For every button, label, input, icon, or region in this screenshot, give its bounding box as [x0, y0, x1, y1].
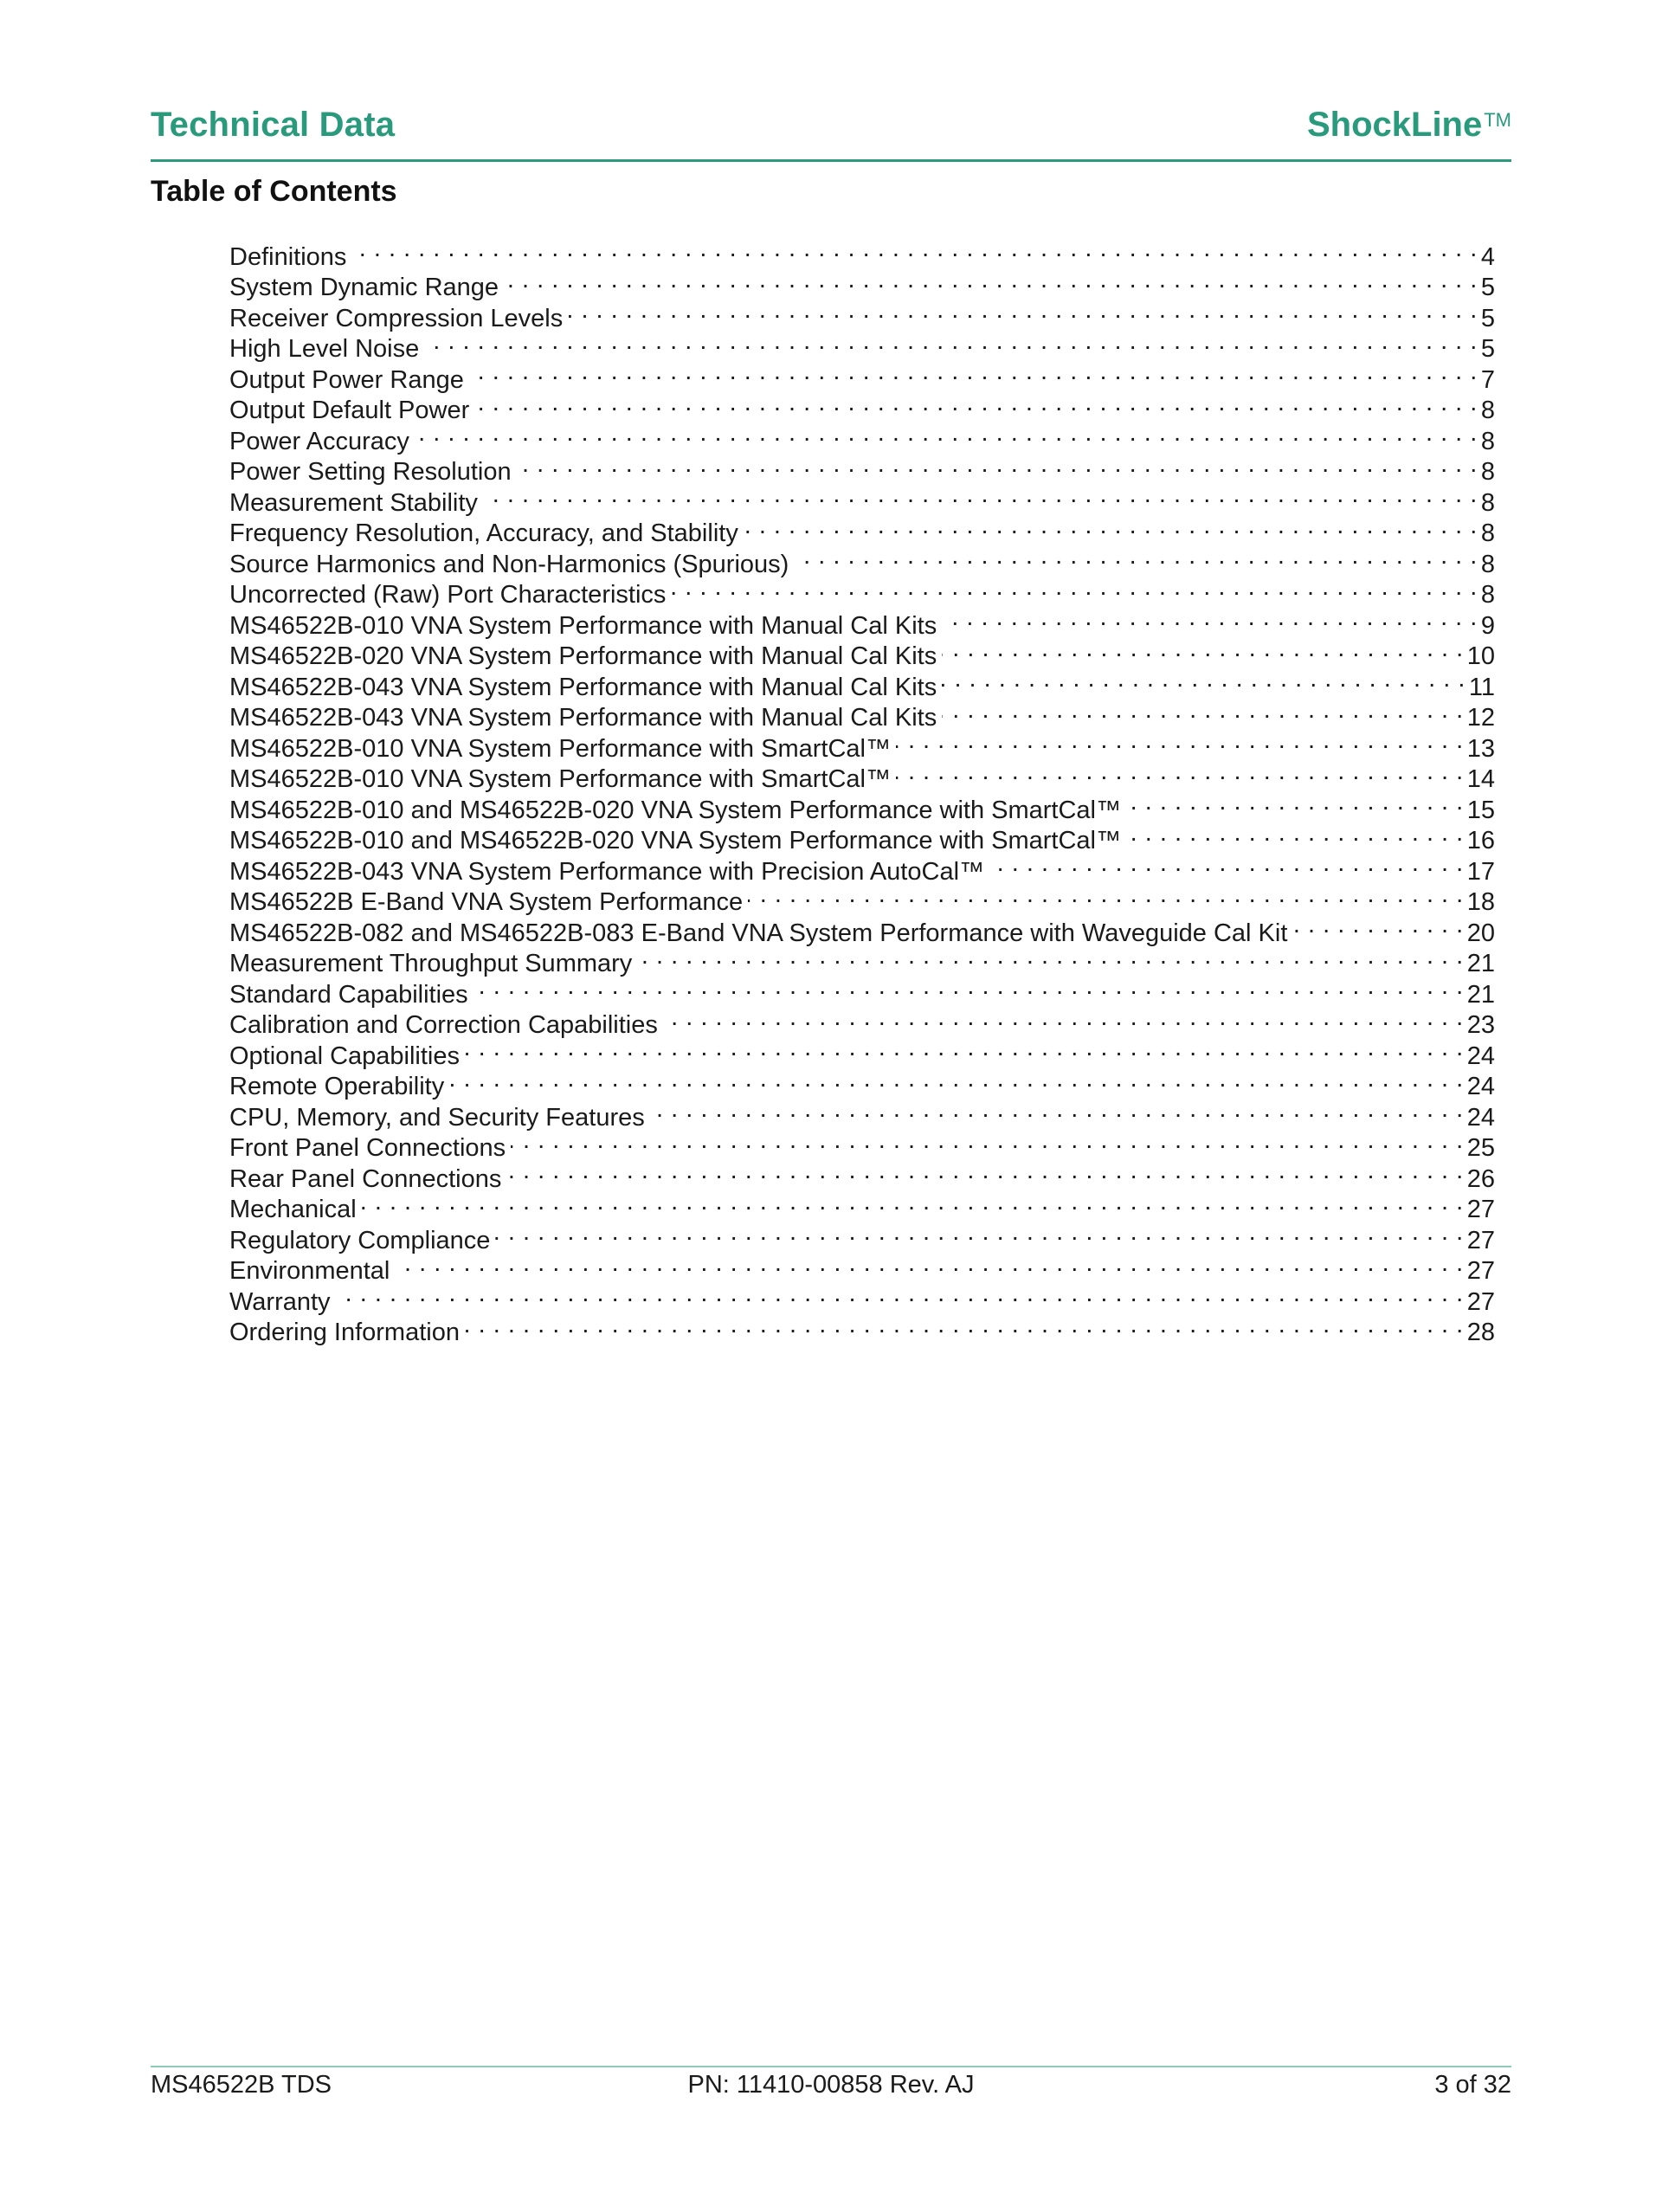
toc-entry-label[interactable]: CPU, Memory, and Security Features	[229, 1103, 645, 1132]
toc-dot-leader	[744, 511, 1478, 542]
footer-doc-name: MS46522B TDS	[151, 2071, 332, 2099]
toc-dot-leader	[483, 480, 1478, 511]
toc-entry-page[interactable]: 27	[1466, 1287, 1495, 1316]
toc-entry-label[interactable]: MS46522B-010 and MS46522B-020 VNA System Performance with SmartCal™	[229, 796, 1121, 824]
toc-dot-leader	[1126, 787, 1464, 818]
toc-dot-leader	[942, 664, 1466, 695]
toc-entry-page[interactable]: 28	[1466, 1319, 1495, 1346]
toc-entry-label[interactable]: Regulatory Compliance	[229, 1226, 491, 1254]
toc-dot-leader	[942, 634, 1464, 665]
toc-dot-leader	[671, 572, 1477, 603]
toc-entry-page[interactable]: 24	[1466, 1073, 1495, 1100]
toc-entry-label[interactable]: MS46522B-043 VNA System Performance with Manual Cal Kits	[229, 704, 937, 732]
toc-entry-page[interactable]: 5	[1480, 274, 1495, 301]
toc-dot-leader	[1292, 910, 1463, 941]
toc-entry-page[interactable]: 27	[1466, 1257, 1495, 1285]
toc-dot-leader	[465, 1033, 1464, 1064]
toc-entry-label[interactable]: Warranty	[229, 1287, 331, 1316]
toc-entry-page[interactable]: 8	[1480, 488, 1495, 517]
toc-dot-leader	[424, 326, 1478, 358]
toc-entry-label[interactable]: Measurement Throughput Summary	[229, 950, 633, 977]
toc-entry-page[interactable]: 5	[1480, 335, 1495, 363]
footer-part-number: PN: 11410-00858 Rev. AJ	[687, 2071, 975, 2099]
toc-entry-page[interactable]: 17	[1466, 857, 1495, 886]
footer-divider	[151, 2066, 1511, 2067]
toc-entry-page[interactable]: 11	[1468, 673, 1495, 701]
toc-dot-leader	[511, 1125, 1464, 1157]
toc-entry-page[interactable]: 20	[1466, 919, 1495, 947]
toc-entry-label[interactable]: Rear Panel Connections	[229, 1164, 502, 1193]
toc-heading: Table of Contents	[151, 175, 397, 208]
toc-dot-leader	[351, 234, 1477, 265]
toc-entry-label[interactable]: Receiver Compression Levels	[229, 304, 564, 332]
toc-entry-page[interactable]: 18	[1466, 888, 1495, 916]
toc-entry-page[interactable]: 21	[1466, 980, 1495, 1009]
toc-entry-label[interactable]: High Level Noise	[229, 335, 420, 363]
toc-entry-page[interactable]: 8	[1480, 397, 1495, 424]
toc-entry-label[interactable]: Source Harmonics and Non-Harmonics (Spurious)	[229, 550, 789, 578]
toc-dot-leader	[395, 1248, 1463, 1280]
toc-dot-leader	[896, 757, 1464, 788]
toc-dot-leader	[1126, 818, 1464, 849]
page-header	[151, 102, 1511, 158]
toc-entry[interactable]	[229, 265, 1495, 301]
toc-entry-page[interactable]: 5	[1480, 304, 1495, 332]
toc-dot-leader	[504, 265, 1478, 296]
toc-entry-page[interactable]: 23	[1466, 1011, 1495, 1039]
toc-entry-label[interactable]: MS46522B-020 VNA System Performance with Manual Cal Kits	[229, 642, 937, 670]
toc-dot-leader	[637, 941, 1463, 972]
footer-page-indicator: 3 of 32	[1434, 2071, 1511, 2099]
toc-dot-leader	[794, 541, 1478, 572]
toc-entry-page[interactable]: 27	[1466, 1226, 1495, 1254]
toc-dot-leader	[506, 1156, 1463, 1187]
toc-dot-leader	[362, 1187, 1464, 1218]
toc-entry-page[interactable]: 24	[1466, 1042, 1495, 1070]
toc-entry-label[interactable]: Mechanical	[229, 1196, 357, 1223]
toc-entry-page[interactable]: 8	[1480, 581, 1495, 609]
toc-entry-label[interactable]: Output Default Power	[229, 397, 470, 424]
toc-entry-page[interactable]: 14	[1466, 765, 1495, 793]
toc-dot-leader	[449, 1064, 1464, 1095]
toc-entry-label[interactable]: Frequency Resolution, Accuracy, and Stability	[229, 519, 738, 547]
toc-entry-page[interactable]: 4	[1480, 242, 1495, 271]
toc-entry-page[interactable]: 8	[1480, 519, 1495, 547]
toc-entry-page[interactable]: 15	[1466, 796, 1495, 824]
toc-entry-label[interactable]: Remote Operability	[229, 1073, 445, 1100]
toc-entry-page[interactable]: 24	[1466, 1103, 1495, 1132]
toc-entry[interactable]	[229, 234, 1495, 271]
toc-entry-label[interactable]: MS46522B-010 and MS46522B-020 VNA System Performance with SmartCal™	[229, 827, 1121, 854]
toc-dot-leader	[415, 418, 1478, 449]
toc-entry-label[interactable]: MS46522B-043 VNA System Performance with Manual Cal Kits	[229, 673, 937, 701]
toc-dot-leader	[465, 1310, 1464, 1341]
toc-entry-label[interactable]: Output Power Range	[229, 365, 464, 394]
toc-entry-label[interactable]: MS46522B-010 VNA System Performance with SmartCal™	[229, 765, 891, 793]
toc-entry-page[interactable]: 8	[1480, 550, 1495, 578]
toc-entry[interactable]	[229, 1217, 1495, 1254]
toc-dot-leader	[663, 1003, 1464, 1034]
toc-entry-label[interactable]: Measurement Stability	[229, 488, 478, 517]
toc-entry-page[interactable]: 25	[1466, 1134, 1495, 1162]
toc-entry-page[interactable]: 10	[1466, 642, 1495, 670]
toc-entry-label[interactable]: MS46522B-010 VNA System Performance with SmartCal™	[229, 734, 891, 763]
toc-entry-page[interactable]: 7	[1480, 365, 1495, 394]
toc-entry-page[interactable]: 27	[1466, 1196, 1495, 1223]
toc-dot-leader	[474, 388, 1478, 419]
toc-entry-label[interactable]: Front Panel Connections	[229, 1134, 506, 1162]
toc-entry-label[interactable]: MS46522B E-Band VNA System Performance	[229, 888, 744, 916]
toc-entry[interactable]	[229, 1187, 1495, 1223]
toc-entry[interactable]	[229, 1279, 1495, 1316]
toc-entry-page[interactable]: 9	[1480, 611, 1495, 640]
toc-dot-leader	[495, 1217, 1463, 1248]
toc-dot-leader	[989, 848, 1464, 880]
toc-entry[interactable]	[229, 1310, 1495, 1346]
toc-entry-label[interactable]: Calibration and Correction Capabilities	[229, 1011, 658, 1039]
toc-dot-leader	[942, 603, 1478, 634]
toc-entry-label[interactable]: Power Setting Resolution	[229, 458, 512, 486]
toc-entry-page[interactable]: 26	[1466, 1164, 1495, 1193]
header-brand	[1307, 106, 1511, 145]
toc-entry[interactable]	[229, 1248, 1495, 1285]
toc-entry-label[interactable]: Uncorrected (Raw) Port Characteristics	[229, 581, 667, 609]
toc-entry-label[interactable]: Definitions	[229, 242, 347, 271]
toc-entry-label[interactable]: MS46522B-010 VNA System Performance with Manual Cal Kits	[229, 611, 937, 640]
header-divider	[151, 159, 1511, 162]
toc-dot-leader	[568, 295, 1478, 326]
toc-entry-label[interactable]: MS46522B-043 VNA System Performance with Precision AutoCal™	[229, 857, 985, 886]
toc-entry[interactable]	[229, 418, 1495, 455]
toc-dot-leader	[748, 880, 1464, 911]
toc-entry-page[interactable]: 8	[1480, 427, 1495, 455]
toc-dot-leader	[896, 726, 1464, 757]
toc-dot-leader	[469, 357, 1478, 388]
toc-dot-leader	[942, 695, 1464, 726]
toc-dot-leader	[336, 1279, 1464, 1310]
toc-entry-label[interactable]: System Dynamic Range	[229, 274, 499, 301]
toc-entry-label[interactable]: MS46522B-082 and MS46522B-083 E-Band VNA System Performance with Waveguide Cal Kit	[229, 919, 1288, 947]
toc-dot-leader	[517, 449, 1478, 480]
toc-entry-page[interactable]: 12	[1466, 704, 1495, 732]
brand-trademark: TM	[1484, 109, 1511, 131]
toc-entry-page[interactable]: 13	[1466, 734, 1495, 763]
toc-entry-page[interactable]: 21	[1466, 950, 1495, 977]
toc-entry-label[interactable]: Ordering Information	[229, 1319, 460, 1346]
brand-name: ShockLine	[1306, 106, 1483, 144]
toc-dot-leader	[473, 971, 1464, 1003]
header-title: Technical Data	[151, 106, 396, 144]
table-of-contents	[229, 234, 1495, 1346]
toc-entry-label[interactable]: Optional Capabilities	[229, 1042, 460, 1070]
toc-dot-leader	[650, 1094, 1464, 1125]
toc-entry-page[interactable]: 16	[1466, 827, 1495, 854]
toc-entry-label[interactable]: Standard Capabilities	[229, 980, 468, 1009]
toc-entry[interactable]	[229, 449, 1495, 486]
toc-entry-label[interactable]: Power Accuracy	[229, 427, 409, 455]
toc-entry-label[interactable]: Environmental	[229, 1257, 390, 1285]
toc-entry-page[interactable]: 8	[1480, 458, 1495, 486]
